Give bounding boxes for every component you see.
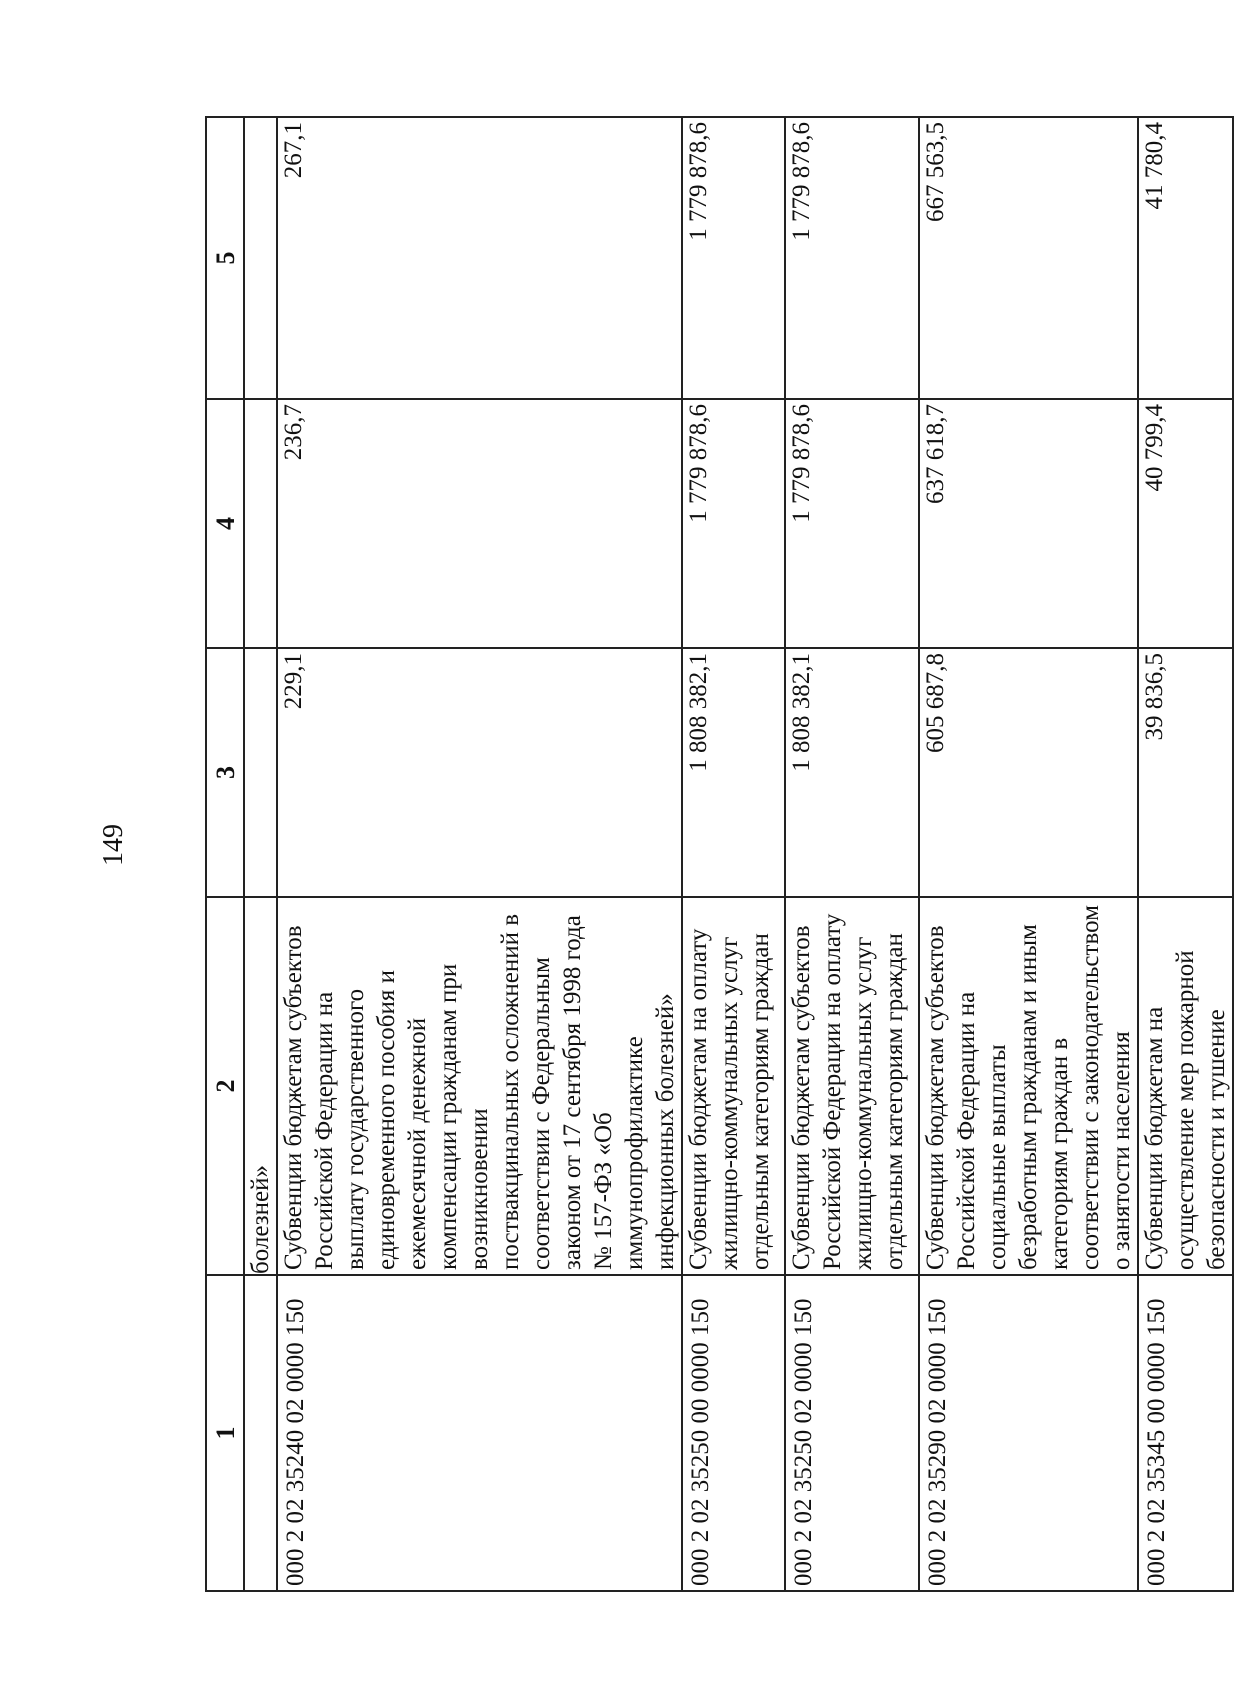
- row-description: Субвенции бюджетам субъектов Российской Федерации на выплату государственного единовременного пособия и ежемесячной денежной компенсации гражданам при возникновении поствакцинальных осложнений в соответствии с Федеральным законом от 17 сентября 1998 года № 157-ФЗ «Об иммунопрофилактике инфекционных болезней»: [277, 897, 682, 1275]
- header-row: [206, 117, 244, 1591]
- row-value-col-4: 1 779 878,6: [682, 399, 785, 648]
- header-col-4: 4: [206, 399, 244, 648]
- continuation-text: болезней»: [244, 897, 277, 1275]
- row-value-col-5: 41 780,4: [1138, 117, 1233, 399]
- table-row: [682, 117, 785, 1591]
- row-code: 000 2 02 35250 02 0000 150: [785, 1275, 919, 1591]
- table-row: [785, 117, 919, 1591]
- continuation-code-cell: [244, 1275, 277, 1591]
- row-code: 000 2 02 35345 00 0000 150: [1138, 1275, 1233, 1591]
- continuation-col-4: [244, 399, 277, 648]
- continuation-row: [244, 117, 277, 1591]
- row-value-col-3: 1 808 382,1: [785, 648, 919, 897]
- header-col-2: 2: [206, 897, 244, 1275]
- row-value-col-4: 637 618,7: [919, 399, 1138, 648]
- header-col-1: 1: [206, 1275, 244, 1591]
- row-value-col-3: 1 808 382,1: [682, 648, 785, 897]
- budget-table: [205, 116, 1234, 1592]
- row-description: Субвенции бюджетам на оплату жилищно-коммунальных услуг отдельным категориям граждан: [682, 897, 785, 1275]
- row-value-col-3: 605 687,8: [919, 648, 1138, 897]
- continuation-col-3: [244, 648, 277, 897]
- row-value-col-5: 1 779 878,6: [682, 117, 785, 399]
- continuation-col-5: [244, 117, 277, 399]
- row-description: Субвенции бюджетам субъектов Российской Федерации на социальные выплаты безработным гражданам и иным категориям граждан в соответствии с законодательством о занятости населения: [919, 897, 1138, 1275]
- row-value-col-4: 236,7: [277, 399, 682, 648]
- row-description: Субвенции бюджетам на осуществление мер пожарной безопасности и тушение: [1138, 897, 1233, 1275]
- header-col-3: 3: [206, 648, 244, 897]
- table-row: [277, 117, 682, 1591]
- row-value-col-4: 40 799,4: [1138, 399, 1233, 648]
- row-value-col-5: 1 779 878,6: [785, 117, 919, 399]
- row-code: 000 2 02 35240 02 0000 150: [277, 1275, 682, 1591]
- row-value-col-3: 39 836,5: [1138, 648, 1233, 897]
- table-row: [919, 117, 1138, 1591]
- table-row: [1138, 117, 1233, 1591]
- row-value-col-5: 667 563,5: [919, 117, 1138, 399]
- rotated-table-wrapper: [205, 118, 1230, 1592]
- row-code: 000 2 02 35250 00 0000 150: [682, 1275, 785, 1591]
- header-col-5: 5: [206, 117, 244, 399]
- row-description: Субвенции бюджетам субъектов Российской Федерации на оплату жилищно-коммунальных услуг отдельным категориям граждан: [785, 897, 919, 1275]
- page-number: 149: [98, 824, 129, 866]
- row-code: 000 2 02 35290 02 0000 150: [919, 1275, 1138, 1591]
- row-value-col-5: 267,1: [277, 117, 682, 399]
- row-value-col-3: 229,1: [277, 648, 682, 897]
- row-value-col-4: 1 779 878,6: [785, 399, 919, 648]
